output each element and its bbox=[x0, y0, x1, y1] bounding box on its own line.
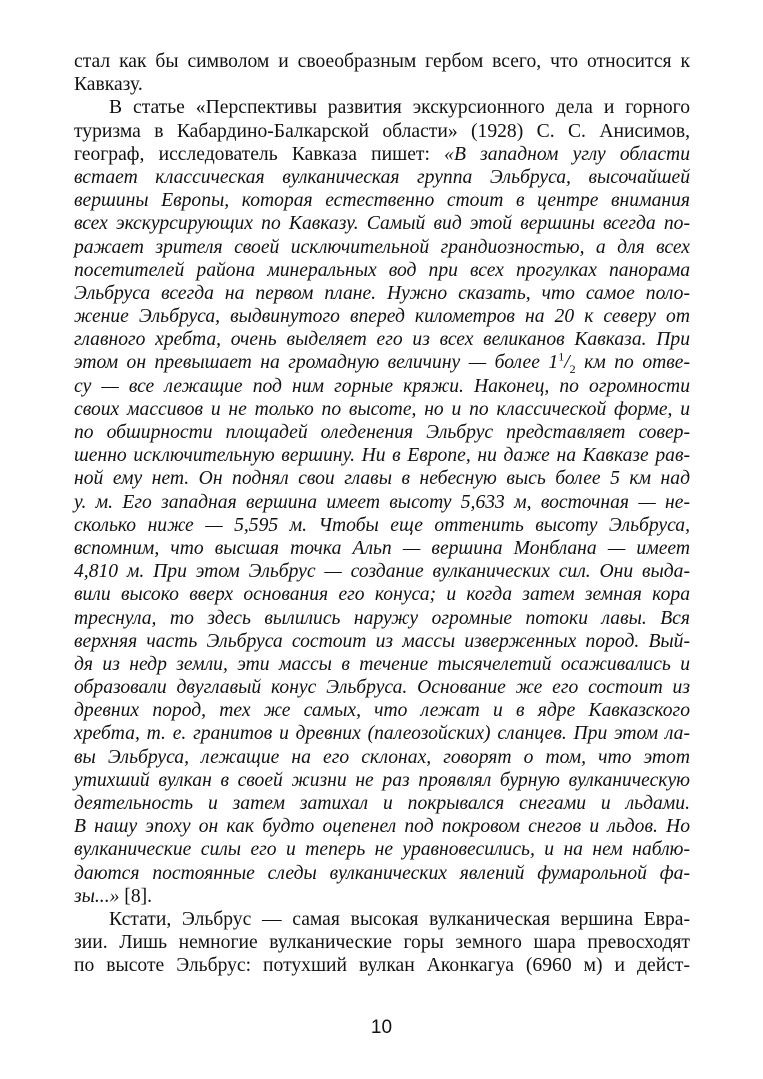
text-line bbox=[74, 236, 690, 259]
text-line bbox=[74, 189, 690, 212]
text-line bbox=[74, 73, 690, 96]
text-line bbox=[74, 676, 690, 699]
text-line bbox=[74, 746, 690, 769]
text-line bbox=[74, 143, 690, 166]
text-line bbox=[74, 931, 690, 954]
text-line bbox=[74, 908, 690, 931]
text-line bbox=[74, 885, 690, 908]
italic-quote-segment: жение Эльбруса, выдвинутого вперед километров на 20 к северу от bbox=[74, 306, 690, 328]
text-line bbox=[74, 815, 690, 838]
text-line bbox=[74, 560, 690, 583]
text-line bbox=[74, 50, 690, 73]
italic-quote-segment: шенно исключительную вершину. Ни в Европе, ни даже на Кавказе рав- bbox=[74, 445, 690, 467]
text-segment: зии. Лишь немногие вулканические горы земного шара превосходят bbox=[74, 932, 690, 954]
italic-quote-segment: треснула, то здесь вылились наружу огромные потоки лавы. Вся bbox=[74, 607, 690, 629]
italic-quote-segment: вулканические силы его и теперь не уравновесились, и на нем наблю- bbox=[74, 839, 690, 861]
fraction-denominator: 2 bbox=[569, 362, 576, 377]
italic-quote-segment: встает классическая вулканическая группа Эльбруса, высочайшей bbox=[74, 166, 690, 188]
italic-quote-segment: у. м. Его западная вершина имеет высоту 5,633 м, восточная — не- bbox=[74, 491, 690, 513]
text-segment: Кавказу. bbox=[74, 74, 143, 96]
italic-quote-segment: су — все лежащие под ним горные кряжи. Наконец, по огромности bbox=[74, 375, 690, 397]
paragraph bbox=[74, 908, 690, 978]
text-line bbox=[74, 328, 690, 351]
text-line bbox=[74, 282, 690, 305]
italic-quote-segment: даются постоянные следы вулканических явлений фумарольной фа- bbox=[74, 862, 690, 884]
text-line bbox=[74, 607, 690, 630]
italic-quote-segment: верхняя часть Эльбруса состоит из массы изверженных пород. Вый- bbox=[74, 630, 690, 652]
italic-quote-segment: «В западном углу области bbox=[444, 143, 691, 165]
text-line bbox=[74, 537, 690, 560]
text-line bbox=[74, 491, 690, 514]
text-line bbox=[74, 398, 690, 421]
page-body bbox=[74, 50, 690, 978]
italic-quote-segment: вершины Европы, которая естественно стоит в центре внимания bbox=[74, 190, 690, 212]
fraction-slash: / bbox=[564, 352, 570, 374]
italic-quote-segment: образовали двуглавый конус Эльбруса. Основание же его состоит из bbox=[74, 677, 690, 699]
italic-quote-segment: всех экскурсирующих по Кавказу. Самый вид этой вершины всегда по- bbox=[74, 213, 690, 235]
text-segment: туризма в Кабардино-Балкарской области» (1928) С. С. Анисимов, bbox=[74, 120, 690, 142]
text-line bbox=[74, 349, 690, 377]
italic-quote-segment: дя из недр земли, эти массы в течение тысячелетий осаживались и bbox=[74, 653, 690, 675]
italic-quote-segment: В нашу эпоху он как будто оцепенел под покровом снегов и льдов. Но bbox=[74, 816, 690, 838]
text-segment: географ, исследователь Кавказа пишет: bbox=[74, 143, 445, 165]
paragraph bbox=[74, 50, 690, 96]
italic-quote-segment: этом он превышает на громадную величину — более 1 bbox=[74, 352, 559, 374]
page-number: 10 bbox=[370, 1017, 393, 1038]
text-segment: по высоте Эльбрус: потухший вулкан Аконкагуа (6960 м) и дейст- bbox=[74, 955, 690, 977]
italic-quote-segment: своих массивов и не только по высоте, но и по классической форме, и bbox=[74, 398, 690, 420]
italic-quote-segment: древних пород, тех же самых, что лежат и в ядре Кавказского bbox=[74, 700, 690, 722]
text-line bbox=[74, 421, 690, 444]
italic-quote-segment: вспомним, что высшая точка Альп — вершина Монблана — имеет bbox=[74, 537, 690, 559]
italic-quote-segment: 4,810 м. При этом Эльбрус — создание вулканических сил. Они выда- bbox=[74, 561, 690, 583]
text-line bbox=[74, 120, 690, 143]
text-line bbox=[74, 838, 690, 861]
italic-quote-segment: вы Эльбруса, лежащие на его склонах, говорят о том, что этот bbox=[74, 746, 690, 768]
text-line bbox=[74, 699, 690, 722]
italic-quote-segment: ной ему нет. Он поднял свои главы в небесную высь более 5 км над bbox=[74, 468, 690, 490]
text-line bbox=[74, 653, 690, 676]
text-line bbox=[74, 514, 690, 537]
text-line bbox=[74, 467, 690, 490]
italic-quote-segment: деятельность и затем затихал и покрывался снегами и льдами. bbox=[74, 793, 690, 814]
text-line bbox=[74, 212, 690, 235]
italic-quote-segment: сколько ниже — 5,595 м. Чтобы еще оттенить высоту Эльбруса, bbox=[74, 514, 690, 536]
text-segment: стал как бы символом и своеобразным гербом всего, что относится к bbox=[74, 51, 690, 72]
italic-quote-segment: ражает зрителя своей исключительной грандиозностью, а для всех bbox=[74, 236, 690, 258]
text-line bbox=[74, 96, 690, 119]
italic-quote-segment: главного хребта, очень выделяет его из всех великанов Кавказа. При bbox=[74, 329, 690, 351]
italic-quote-segment: хребта, т. е. гранитов и древних (палеозойских) сланцев. При этом ла- bbox=[74, 723, 690, 745]
text-segment: В статье «Перспективы развития экскурсионного дела и горного bbox=[109, 97, 690, 119]
italic-quote-segment: посетителей района минеральных вод при всех прогулках панорама bbox=[74, 259, 690, 281]
italic-quote-segment: утихший вулкан в своей жизни не раз проявлял бурную вулканическую bbox=[74, 769, 690, 791]
text-line bbox=[74, 862, 690, 885]
text-line bbox=[74, 259, 690, 282]
italic-quote-segment: км по отве- bbox=[575, 352, 690, 374]
text-line bbox=[74, 375, 690, 398]
italic-quote-segment: зы...» bbox=[74, 885, 120, 907]
citation-reference: [8]. bbox=[119, 885, 153, 907]
text-line bbox=[74, 583, 690, 606]
text-line bbox=[74, 954, 690, 977]
text-line bbox=[74, 166, 690, 189]
italic-quote-segment: по обширности площадей оледенения Эльбрус представляет совер- bbox=[74, 422, 690, 443]
text-line bbox=[74, 722, 690, 745]
text-line bbox=[74, 769, 690, 792]
italic-quote-segment: Эльбруса всегда на первом плане. Нужно сказать, что самое поло- bbox=[74, 282, 690, 304]
text-line bbox=[74, 444, 690, 467]
fraction-numerator: 1 bbox=[558, 349, 565, 364]
text-line bbox=[74, 630, 690, 653]
italic-quote-segment: вили высоко вверх основания его конуса; и когда затем земная кора bbox=[74, 584, 690, 606]
paragraph bbox=[74, 96, 690, 908]
text-line bbox=[74, 792, 690, 815]
text-segment: Кстати, Эльбрус — самая высокая вулканическая вершина Евра- bbox=[109, 908, 690, 930]
text-line bbox=[74, 305, 690, 328]
